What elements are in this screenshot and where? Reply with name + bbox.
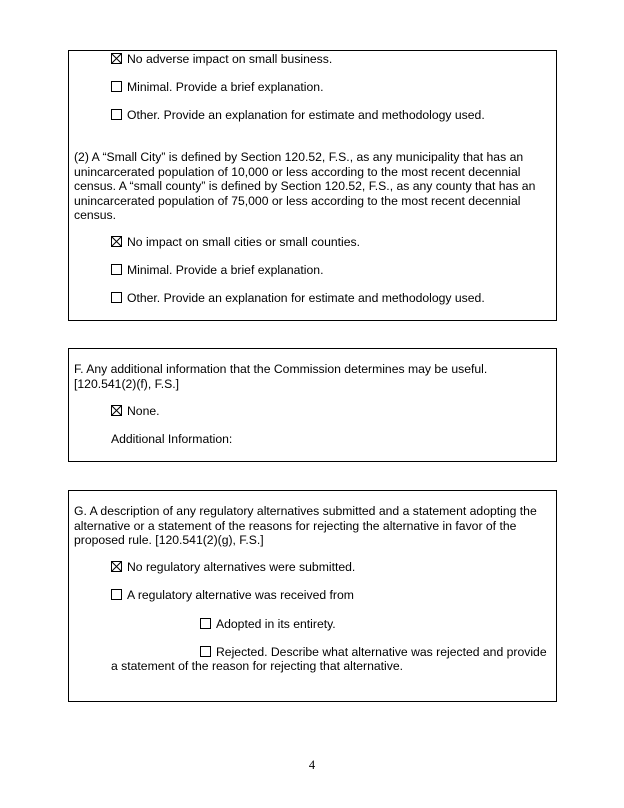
section-g-heading: G. A description of any regulatory alternatives submitted and a statement adopting the alternative or a statement of the reasons for rejecting the alternative in favor of the proposed rule. [120.541(2)(g), F.S.] [74, 504, 537, 548]
option-minimal[interactable] [111, 80, 323, 95]
option-minimal-2[interactable] [111, 263, 323, 278]
rejected-continuation-text: a statement of the reason for rejecting that alternative. [111, 659, 403, 673]
option-no-adverse-impact[interactable] [111, 52, 332, 67]
option-label: No regulatory alternatives were submitted. [127, 560, 356, 574]
checked-checkbox-icon[interactable] [111, 561, 122, 572]
option-label: Minimal. Provide a brief explanation. [127, 263, 324, 277]
option-label: No impact on small cities or small counties. [127, 235, 360, 249]
option-label: Minimal. Provide a brief explanation. [127, 80, 324, 94]
option-no-impact-small-cities[interactable] [111, 235, 360, 250]
checked-checkbox-icon[interactable] [111, 236, 122, 247]
option-label: No adverse impact on small business. [127, 52, 333, 66]
unchecked-checkbox-icon[interactable] [111, 292, 122, 303]
unchecked-checkbox-icon[interactable] [111, 109, 122, 120]
option-label: Other. Provide an explanation for estimate and methodology used. [127, 108, 485, 122]
option-label: Adopted in its entirety. [216, 617, 336, 631]
option-none[interactable] [111, 404, 160, 419]
option-no-regulatory-alternatives[interactable] [111, 560, 355, 575]
unchecked-checkbox-icon[interactable] [200, 618, 211, 629]
option-label: Other. Provide an explanation for estimate and methodology used. [127, 291, 485, 305]
checked-checkbox-icon[interactable] [111, 53, 122, 64]
option-label: A regulatory alternative was received from [127, 588, 354, 602]
unchecked-checkbox-icon[interactable] [111, 81, 122, 92]
option-label: None. [127, 404, 160, 418]
small-city-definition-paragraph: (2) A “Small City” is defined by Section 120.52, F.S., as any municipality that has an unincarcerated population of 10,000 or less according to the most recent decennial census. A “small county” is defined by Section 120.52, F.S., as any county that has an unincarcerated population of 75,000 or less according to the most recent decennial census. [74, 150, 536, 223]
option-adopted[interactable] [200, 617, 336, 632]
unchecked-checkbox-icon[interactable] [111, 589, 122, 600]
option-other-2[interactable] [111, 291, 485, 306]
option-rejected[interactable] [200, 645, 547, 660]
page-number: 4 [308, 758, 316, 772]
additional-information-label: Additional Information: [111, 432, 233, 446]
section-f-heading: F. Any additional information that the Commission determines may be useful. [120.541(2)(f), F.S.] [74, 362, 488, 391]
option-other[interactable] [111, 108, 485, 123]
unchecked-checkbox-icon[interactable] [111, 264, 122, 275]
checked-checkbox-icon[interactable] [111, 405, 122, 416]
option-label: Rejected. Describe what alternative was rejected and provide [216, 645, 547, 659]
unchecked-checkbox-icon[interactable] [200, 646, 211, 657]
option-alternative-received[interactable] [111, 588, 354, 603]
